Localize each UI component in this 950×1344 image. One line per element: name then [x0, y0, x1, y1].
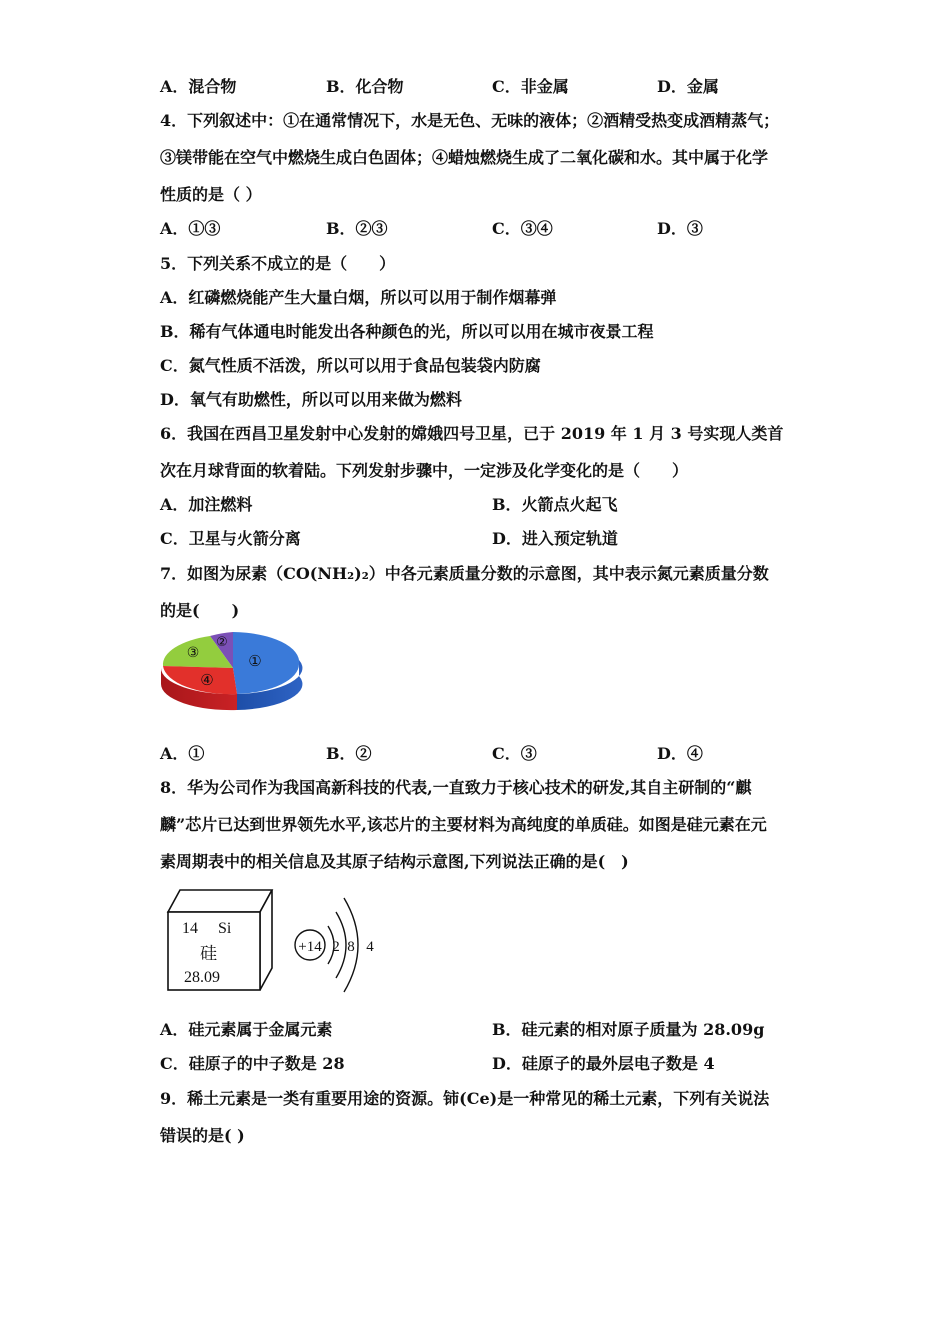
q7-option-d: D．④	[657, 744, 703, 763]
shell-electrons-3: 4	[366, 939, 374, 955]
q5-stem: 5．下列关系不成立的是（ ）	[160, 254, 396, 273]
q6-option-d: D．进入预定轨道	[492, 529, 618, 548]
element-atomic-number: 14	[182, 920, 198, 937]
q6-option-a: A．加注燃料	[160, 495, 253, 514]
q6-stem-line-2: 次在月球背面的软着陆。下列发射步骤中，一定涉及化学变化的是（ ）	[160, 461, 689, 480]
q4-stem-line-3: 性质的是（ ）	[160, 185, 262, 204]
pie-chart	[158, 628, 304, 714]
q4-option-c: C．③④	[492, 219, 553, 238]
element-atomic-mass: 28.09	[184, 969, 220, 986]
pie-label-2: ②	[216, 635, 228, 650]
q7-stem-line-2: 的是( )	[160, 601, 240, 620]
q4-stem-line-1: 4．下列叙述中：①在通常情况下，水是无色、无味的液体；②酒精受热变成酒精蒸气；	[160, 111, 780, 130]
pie-label-1: ①	[248, 652, 262, 670]
q8-option-d: D．硅原子的最外层电子数是 4	[492, 1054, 715, 1073]
silicon-figure	[160, 884, 390, 1000]
element-name: 硅	[200, 944, 217, 964]
shell-electrons-2: 8	[347, 939, 355, 955]
q8-stem-line-1: 8．华为公司作为我国高新科技的代表,一直致力于核心技术的研发,其自主研制的“麒	[160, 778, 752, 797]
q6-stem-line-1: 6．我国在西昌卫星发射中心发射的嫦娥四号卫星，已于 2019 年 1 月 3 号实现人类首	[160, 424, 784, 443]
pie-label-4: ④	[200, 671, 214, 689]
q8-option-b: B．硅元素的相对原子质量为 28.09g	[492, 1020, 765, 1039]
q7-stem-line-1: 7．如图为尿素（CO(NH₂)₂）中各元素质量分数的示意图，其中表示氮元素质量分数	[160, 564, 769, 583]
element-symbol: Si	[218, 920, 232, 937]
q4-option-a: A．①③	[160, 219, 221, 238]
q7-option-c: C．③	[492, 744, 537, 763]
q3-option-a: A．混合物	[160, 77, 237, 96]
q5-option-c: C．氮气性质不活泼，所以可以用于食品包装袋内防腐	[160, 356, 541, 375]
q8-stem-line-3: 素周期表中的相关信息及其原子结构示意图,下列说法正确的是( )	[160, 852, 629, 871]
q5-option-a: A．红磷燃烧能产生大量白烟，所以可以用于制作烟幕弹	[160, 288, 557, 307]
q9-stem-line-2: 错误的是( )	[160, 1126, 245, 1145]
pie-label-3: ③	[186, 645, 200, 661]
q3-option-b: B．化合物	[326, 77, 404, 96]
q8-stem-line-2: 麟”芯片已达到世界领先水平,该芯片的主要材料为高纯度的单质硅。如图是硅元素在元	[160, 815, 767, 834]
q5-option-b: B．稀有气体通电时能发出各种颜色的光，所以可以用在城市夜景工程	[160, 322, 654, 341]
q5-option-d: D．氧气有助燃性，所以可以用来做为燃料	[160, 390, 462, 409]
q6-option-b: B．火箭点火起飞	[492, 495, 618, 514]
q8-option-a: A．硅元素属于金属元素	[160, 1020, 333, 1039]
shell-electrons-1: 2	[332, 939, 340, 955]
q7-option-a: A．①	[160, 744, 205, 763]
q8-option-c: C．硅原子的中子数是 28	[160, 1054, 345, 1073]
q4-stem-line-2: ③镁带能在空气中燃烧生成白色固体；④蜡烛燃烧生成了二氧化碳和水。其中属于化学	[160, 148, 769, 167]
q3-option-d: D．金属	[657, 77, 719, 96]
q4-option-b: B．②③	[326, 219, 388, 238]
q7-option-b: B．②	[326, 744, 372, 763]
q4-option-d: D．③	[657, 219, 703, 238]
nucleus-charge: +14	[298, 939, 322, 955]
q3-option-c: C．非金属	[492, 77, 569, 96]
q9-stem-line-1: 9．稀土元素是一类有重要用途的资源。铈(Ce)是一种常见的稀土元素，下列有关说法	[160, 1089, 770, 1108]
q6-option-c: C．卫星与火箭分离	[160, 529, 301, 548]
